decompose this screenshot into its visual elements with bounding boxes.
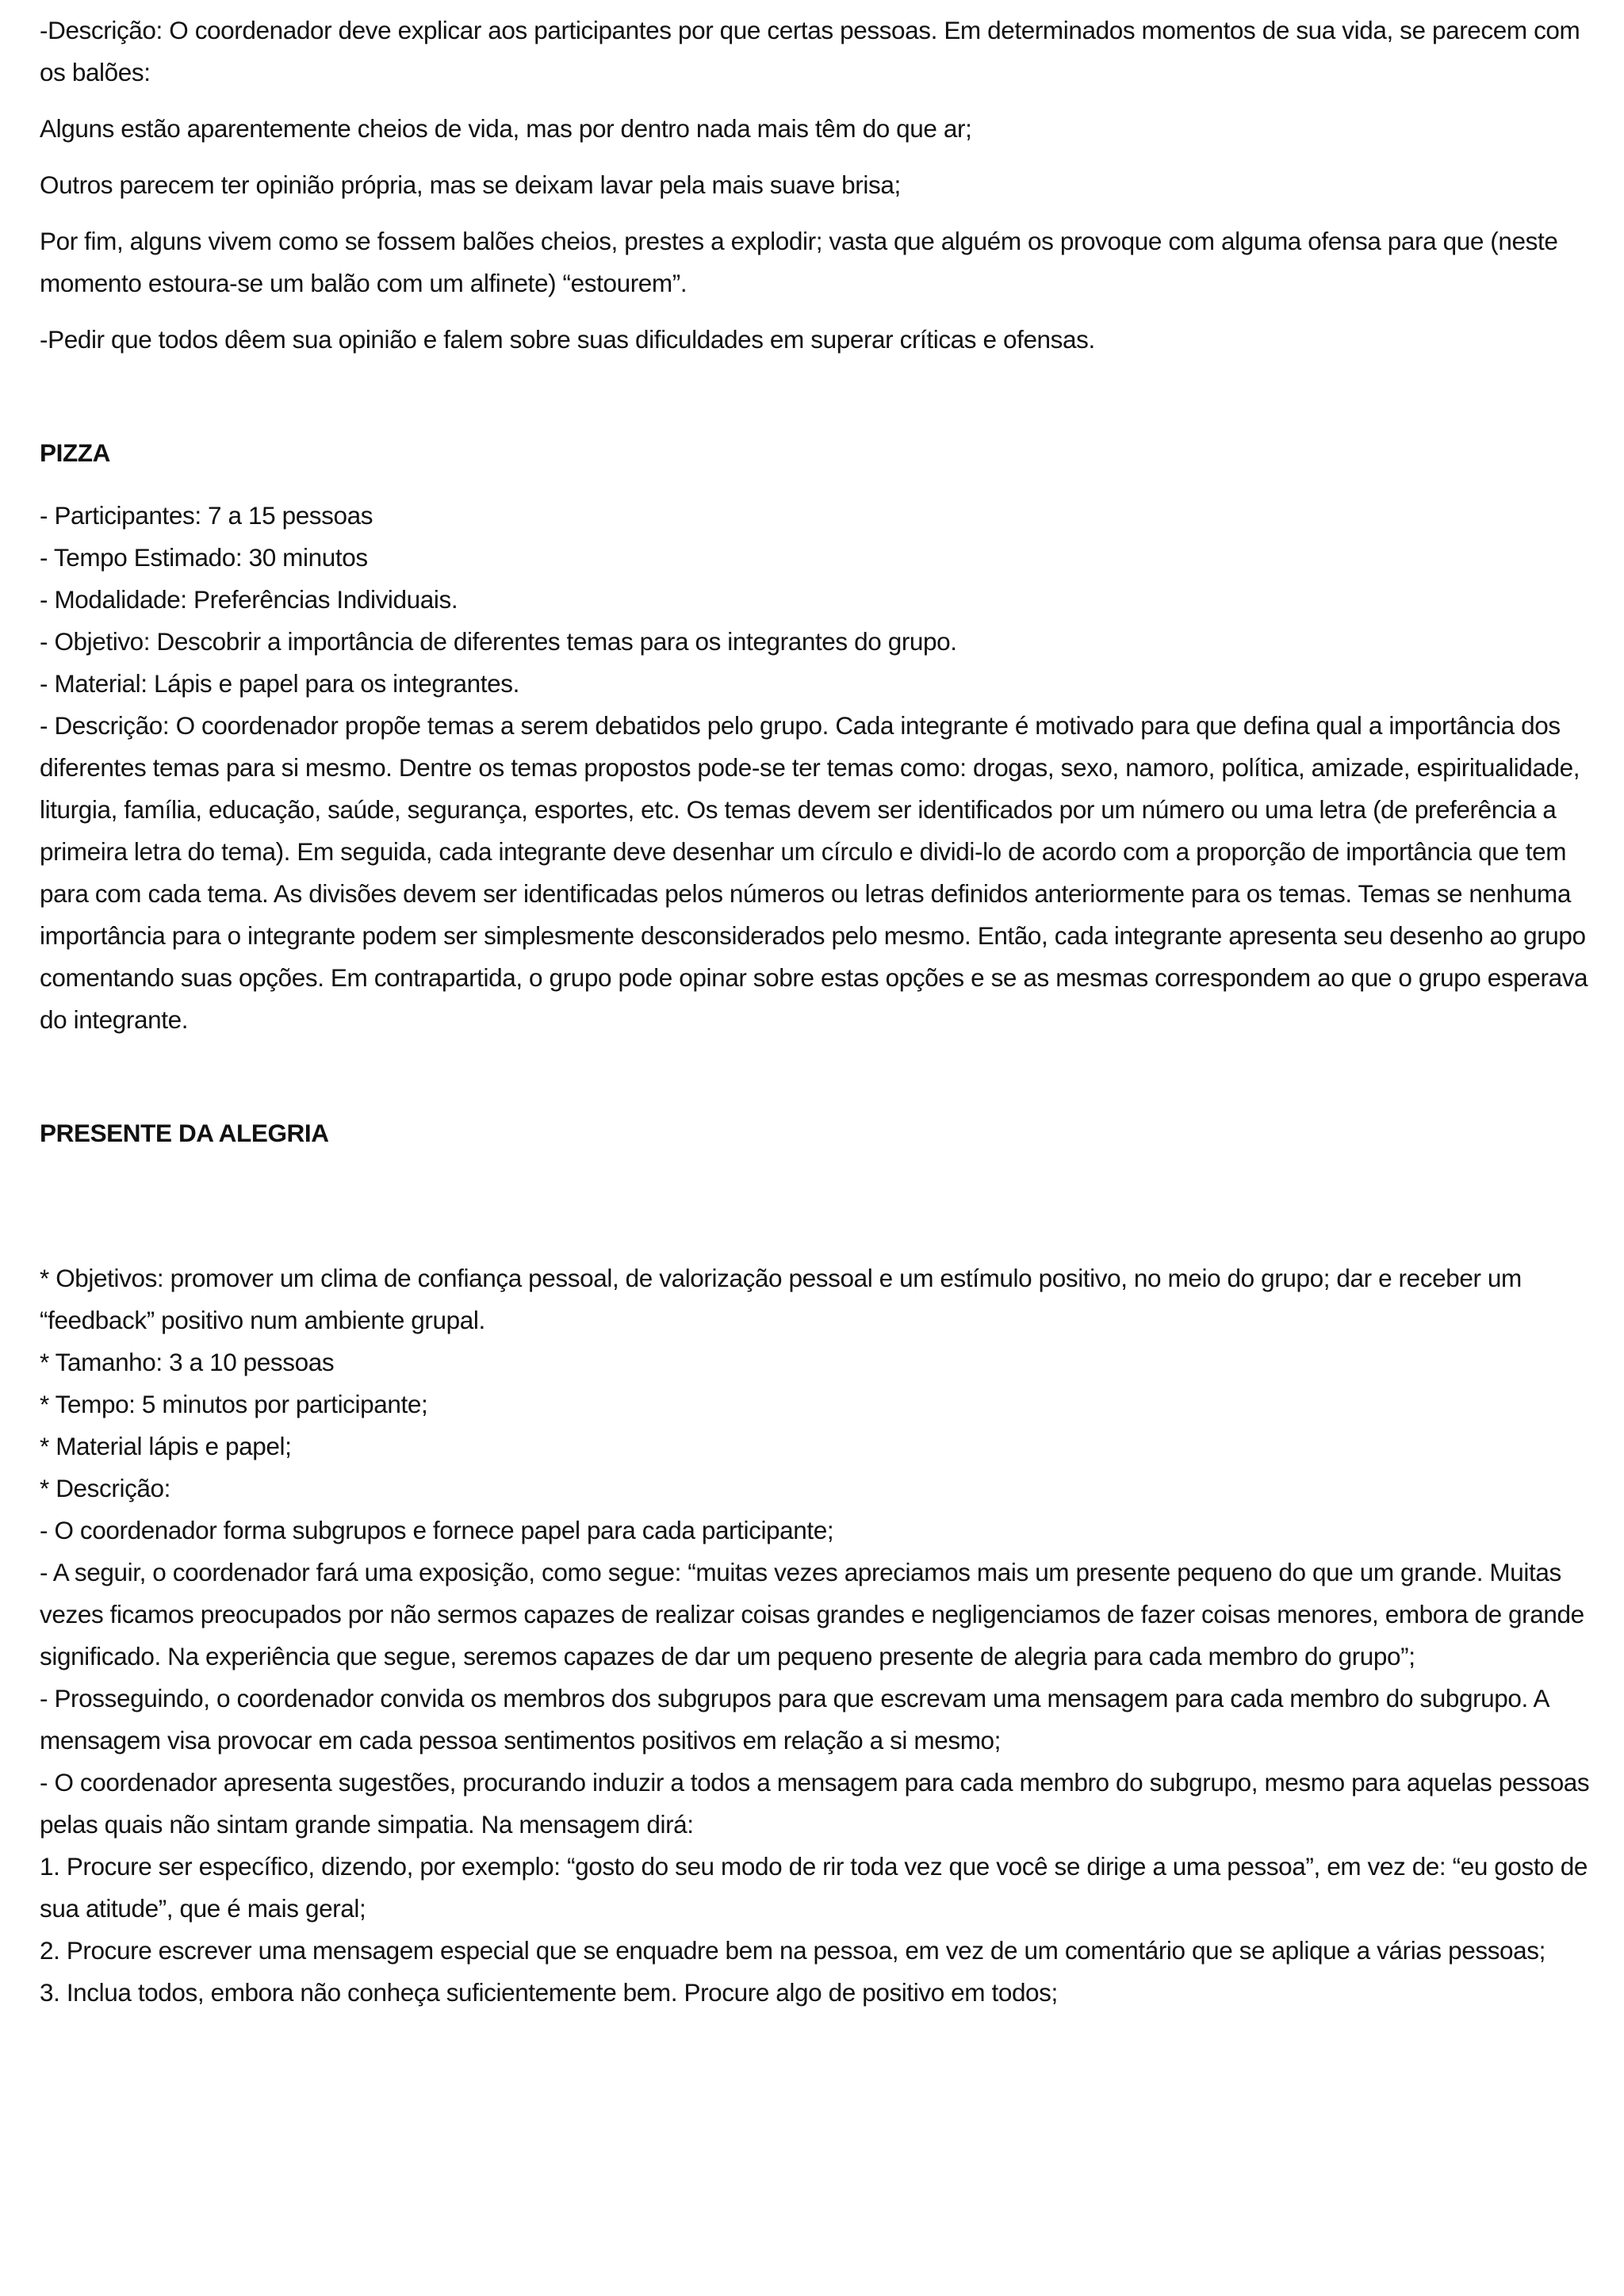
- intro-descricao: -Descrição: O coordenador deve explicar aos participantes por que certas pessoas. Em determinados momentos de sua vida, se parecem com os balões:: [40, 16, 1580, 86]
- section-title-pizza: PIZZA: [40, 438, 110, 467]
- pizza-tempo: - Tempo Estimado: 30 minutos: [40, 543, 368, 572]
- pizza-modalidade: - Modalidade: Preferências Individuais.: [40, 585, 458, 614]
- presente-item-2: 2. Procure escrever uma mensagem especial que se enquadre bem na pessoa, em vez de um comentário que se aplique a várias pessoas;: [40, 1936, 1545, 1965]
- intro-paragraph-3: Por fim, alguns vivem como se fossem balões cheios, prestes a explodir; vasta que alguém os provoque com alguma ofensa para que (neste momento estoura-se um balão com um alfinete) “estourem”.: [40, 227, 1558, 297]
- intro-paragraph-1: Alguns estão aparentemente cheios de vida, mas por dentro nada mais têm do que ar;: [40, 114, 972, 143]
- section-title-presente-da-alegria: PRESENTE DA ALEGRIA: [40, 1119, 329, 1147]
- pizza-material: - Material: Lápis e papel para os integrantes.: [40, 669, 519, 698]
- presente-tempo: * Tempo: 5 minutos por participante;: [40, 1390, 428, 1418]
- presente-item-3: 3. Inclua todos, embora não conheça suficientemente bem. Procure algo de positivo em todos;: [40, 1978, 1058, 2007]
- presente-passo-3: - Prosseguindo, o coordenador convida os membros dos subgrupos para que escrevam uma mensagem para cada membro do subgrupo. A mensagem visa provocar em cada pessoa sentimentos positivos em relação a si mesmo;: [40, 1684, 1549, 1755]
- presente-passo-2: - A seguir, o coordenador fará uma exposição, como segue: “muitas vezes apreciamos mais um presente pequeno do que um grande. Muitas vezes ficamos preocupados por não sermos capazes de realizar coisas grandes e negligenciamos de fazer coisas menores, embora de grande significado. Na experiência que segue, seremos capazes de dar um pequeno presente de alegria para cada membro do grupo”;: [40, 1558, 1584, 1670]
- presente-passo-1: - O coordenador forma subgrupos e fornece papel para cada participante;: [40, 1516, 834, 1544]
- pizza-descricao: - Descrição: O coordenador propõe temas a serem debatidos pelo grupo. Cada integrante é motivado para que defina qual a importância dos diferentes temas para si mesmo. Dentre os temas propostos pode-se ter temas como: drogas, sexo, namoro, política, amizade, espiritualidade, liturgia, família, educação, saúde, segurança, esportes, etc. Os temas devem ser identificados por um número ou uma letra (de preferência a primeira letra do tema). Em seguida, cada integrante deve desenhar um círculo e dividi-lo de acordo com a proporção de importância que tem para com cada tema. As divisões devem ser identificadas pelos números ou letras definidos anteriormente para os temas. Temas se nenhuma importância para o integrante podem ser simplesmente desconsiderados pelo mesmo. Então, cada integrante apresenta seu desenho ao grupo comentando suas opções. Em contrapartida, o grupo pode opinar sobre estas opções e se as mesmas correspondem ao que o grupo esperava do integrante.: [40, 711, 1588, 1034]
- presente-tamanho: * Tamanho: 3 a 10 pessoas: [40, 1348, 335, 1376]
- intro-paragraph-2: Outros parecem ter opinião própria, mas se deixam lavar pela mais suave brisa;: [40, 170, 901, 199]
- presente-passo-4: - O coordenador apresenta sugestões, procurando induzir a todos a mensagem para cada membro do subgrupo, mesmo para aquelas pessoas pelas quais não sintam grande simpatia. Na mensagem dirá:: [40, 1768, 1590, 1839]
- presente-objetivos: * Objetivos: promover um clima de confiança pessoal, de valorização pessoal e um estímulo positivo, no meio do grupo; dar e receber um “feedback” positivo num ambiente grupal.: [40, 1264, 1522, 1334]
- document-page: [40, 10, 1594, 2014]
- presente-descricao: * Descrição:: [40, 1474, 171, 1502]
- pizza-participantes: - Participantes: 7 a 15 pessoas: [40, 501, 373, 530]
- presente-item-1: 1. Procure ser específico, dizendo, por exemplo: “gosto do seu modo de rir toda vez que você se dirige a uma pessoa”, em vez de: “eu gosto de sua atitude”, que é mais geral;: [40, 1852, 1588, 1923]
- pizza-details: [40, 495, 1594, 1041]
- presente-material: * Material lápis e papel;: [40, 1432, 292, 1460]
- presente-details: [40, 1257, 1594, 2014]
- pizza-objetivo: - Objetivo: Descobrir a importância de diferentes temas para os integrantes do grupo.: [40, 627, 957, 656]
- intro-paragraph-4: -Pedir que todos dêem sua opinião e falem sobre suas dificuldades em superar críticas e ofensas.: [40, 325, 1095, 354]
